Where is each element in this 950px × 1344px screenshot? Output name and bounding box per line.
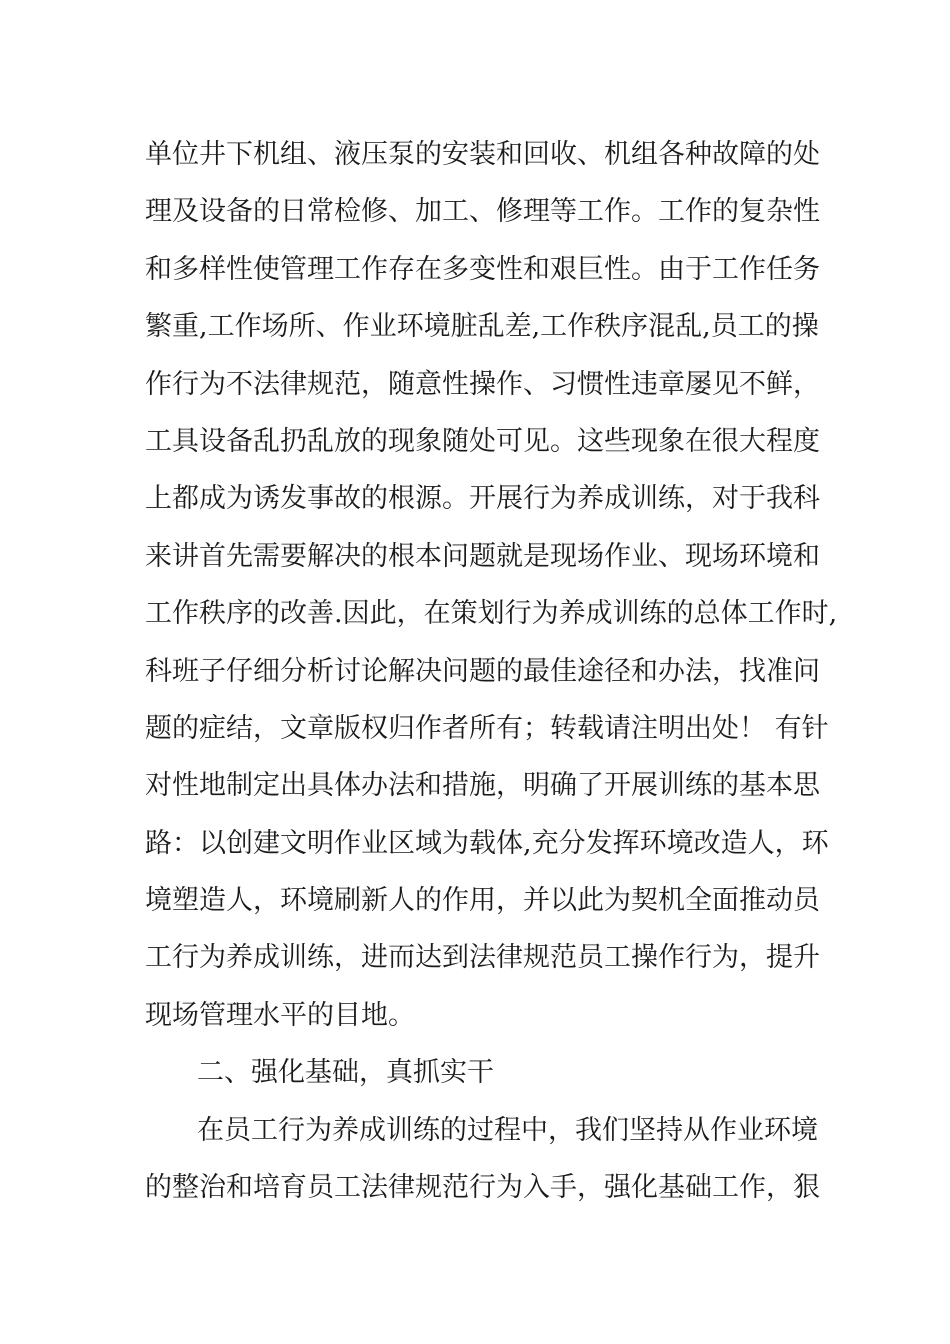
paragraph-line: 理及设备的日常检修、加工、修理等工作。工作的复杂性 [145,196,820,228]
paragraph-line: 科班子仔细分析讨论解决问题的最佳途径和办法，找准问 [145,655,820,687]
document-body [145,126,838,1216]
paragraph-line: 单位井下机组、液压泵的安装和回收、机组各种故障的处 [145,139,820,170]
paragraph-line: 路：以创建文明作业区域为载体,充分发挥环境改造人，环 [145,827,829,859]
paragraph-line: 在员工行为养成训练的过程中，我们坚持从作业环境 [197,1114,818,1146]
paragraph-line: 和多样性使管理工作存在多变性和艰巨性。由于工作任务 [145,253,820,285]
section-heading: 二、强化基础，真抓实干 [197,1057,494,1089]
paragraph-line: 工行为养成训练，进而达到法律规范员工操作行为，提升 [145,942,820,974]
paragraph-line: 上都成为诱发事故的根源。开展行为养成训练，对于我科 [145,483,820,515]
paragraph-line: 繁重,工作场所、作业环境脏乱差,工作秩序混乱,员工的操 [145,311,819,343]
paragraph-line: 现场管理水平的目地。 [145,999,415,1031]
paragraph-line: 来讲首先需要解决的根本问题就是现场作业、现场环境和 [145,540,820,572]
paragraph-line: 工具设备乱扔乱放的现象随处可见。这些现象在很大程度 [145,425,820,457]
paragraph-line: 境塑造人，环境刷新人的作用，并以此为契机全面推动员 [145,885,820,917]
paragraph-line: 对性地制定出具体办法和措施，明确了开展训练的基本思 [145,770,820,802]
paragraph-line: 的整治和培育员工法律规范行为入手，强化基础工作，狠 [145,1172,820,1204]
paragraph-line: 作行为不法律规范，随意性操作、习惯性违章屡见不鲜， [145,368,820,400]
paragraph-line: 工作秩序的改善.因此，在策划行为养成训练的总体工作时, [145,598,838,630]
paragraph-line: 题的症结，文章版权归作者所有；转载请注明出处！ 有针 [145,712,829,744]
